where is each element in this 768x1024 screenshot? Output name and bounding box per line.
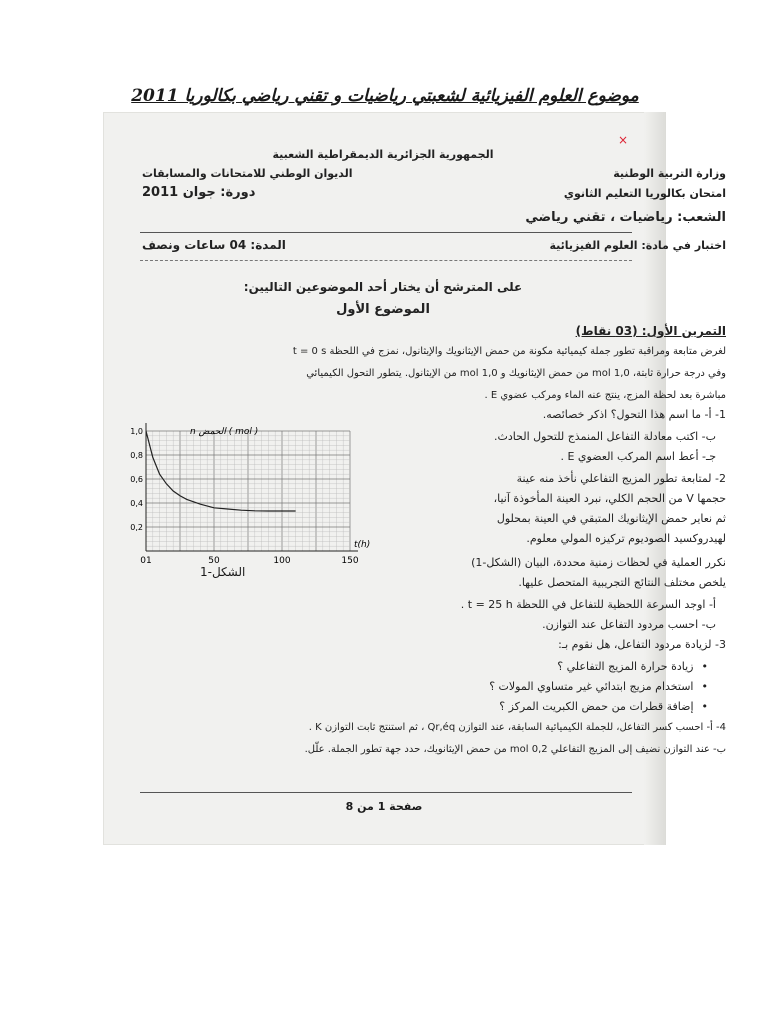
subject-label: اختبار في مادة: العلوم الفيزيائية <box>549 239 726 252</box>
question-line: 1- أ- ما اسم هذا التحول؟ اذكر خصائصه. <box>542 408 726 421</box>
red-mark-icon: × <box>618 133 629 147</box>
y-tick-label: 0,6 <box>130 475 143 484</box>
instruction-text: على المترشح أن يختار أحد الموضوعين التاليين: <box>243 280 523 294</box>
x-tick-label: 100 <box>273 556 291 566</box>
question-line: جـ- أعط اسم المركب العضوي E . <box>560 450 716 463</box>
bullet-item: • إضافة قطرات من حمض الكبريت المركز ؟ <box>499 700 708 713</box>
header-divider <box>140 232 632 233</box>
subject-divider <box>140 260 632 261</box>
question-line: ب- احسب مردود التفاعل عند التوازن. <box>542 618 716 631</box>
figure-caption: الشكل-1 <box>200 565 246 579</box>
x-axis-label: t(h) <box>354 540 371 550</box>
republic-header: الجمهورية الجزائرية الديمقراطية الشعبية <box>272 148 494 161</box>
question-line: ب- اكتب معادلة التفاعل المنمذج للتحول الحادث. <box>494 430 716 443</box>
question-line: نكرر العملية في لحظات زمنية محددة، البيان (الشكل-1) <box>471 556 726 569</box>
footer-divider <box>140 792 632 793</box>
chart-svg <box>128 415 370 585</box>
y-tick-label: 1,0 <box>130 427 143 436</box>
page-number: صفحة 1 من 8 <box>345 800 423 813</box>
y-tick-label: 0,4 <box>130 499 143 508</box>
ministry-label: وزارة التربية الوطنية <box>613 167 726 180</box>
x-tick-label: 50 <box>208 556 220 566</box>
question-line: ب- عند التوازن نضيف إلى المزيج التفاعلي 0,2 mol من حمض الإيثانويك، حدد جهة تطور الجملة. علّل. <box>304 744 726 755</box>
question-line: لهيدروكسيد الصوديوم تركيزه المولي معلوم. <box>526 532 726 545</box>
y-tick-label: 0,8 <box>130 451 143 460</box>
question-line: 4- أ- احسب كسر التفاعل، للجملة الكيميائية السابقة، عند التوازن Qr,éq ، ثم استنتج ثابت التوازن K . <box>308 722 726 733</box>
bullet-item: • زيادة حرارة المزيج التفاعلي ؟ <box>557 660 708 673</box>
paragraph-line: وفي درجة حرارة ثابتة، 1,0 mol من حمض الإيثانويك و 1,0 mol من الإيثانول. يتطور التحول الكيميائي <box>306 368 726 379</box>
session-label: دورة: جوان 2011 <box>142 185 256 200</box>
question-line: أ- اوجد السرعة اللحظية للتفاعل في اللحظة t = 25 h . <box>460 598 716 611</box>
question-line: 3- لزيادة مردود التفاعل، هل نقوم بـ: <box>558 638 726 651</box>
bullet-item: • استخدام مزيج ابتدائي غير متساوي المولات ؟ <box>489 680 708 693</box>
figure-1-chart <box>128 415 370 585</box>
question-line: يلخص مختلف النتائج التجريبية المتحصل عليها. <box>518 576 726 589</box>
exam-label: امتحان بكالوريا التعليم الثانوي <box>563 187 726 200</box>
y-axis-label: n الحمض ( mol ) <box>190 427 259 437</box>
question-line: حجمها V من الحجم الكلي، نبرد العينة المأخوذة آنيا، <box>493 492 726 505</box>
x-tick-label: 01 <box>140 556 152 566</box>
topic-title: الموضوع الأول <box>336 302 430 317</box>
question-line: 2- لمتابعة تطور المزيج التفاعلي نأخذ منه عينة <box>516 472 726 485</box>
paragraph-line: مباشرة بعد لحظة المزج، ينتج عنه الماء ومركب عضوي E . <box>484 390 726 401</box>
office-label: الديوان الوطني للامتحانات والمسابقات <box>142 167 353 180</box>
duration-label: المدة: 04 ساعات ونصف <box>142 238 286 252</box>
document-title: موضوع العلوم الفيزيائية لشعبتي رياضيات و تقني رياضي بكالوريا 2011 <box>131 86 639 106</box>
exercise-title: التمرين الأول: (03 نقاط) <box>575 324 726 338</box>
question-line: ثم نعاير حمض الإيثانويك المتبقي في العينة بمحلول <box>496 512 726 525</box>
paragraph-line: لغرض متابعة ومراقبة تطور جملة كيميائية مكونة من حمض الإيثانويك والإيثانول، نمزج في اللحظة t = 0 s <box>292 346 726 357</box>
y-tick-label: 0,2 <box>130 523 143 532</box>
streams-label: الشعب: رياضيات ، تقني رياضي <box>525 210 726 225</box>
x-tick-label: 150 <box>341 556 359 566</box>
